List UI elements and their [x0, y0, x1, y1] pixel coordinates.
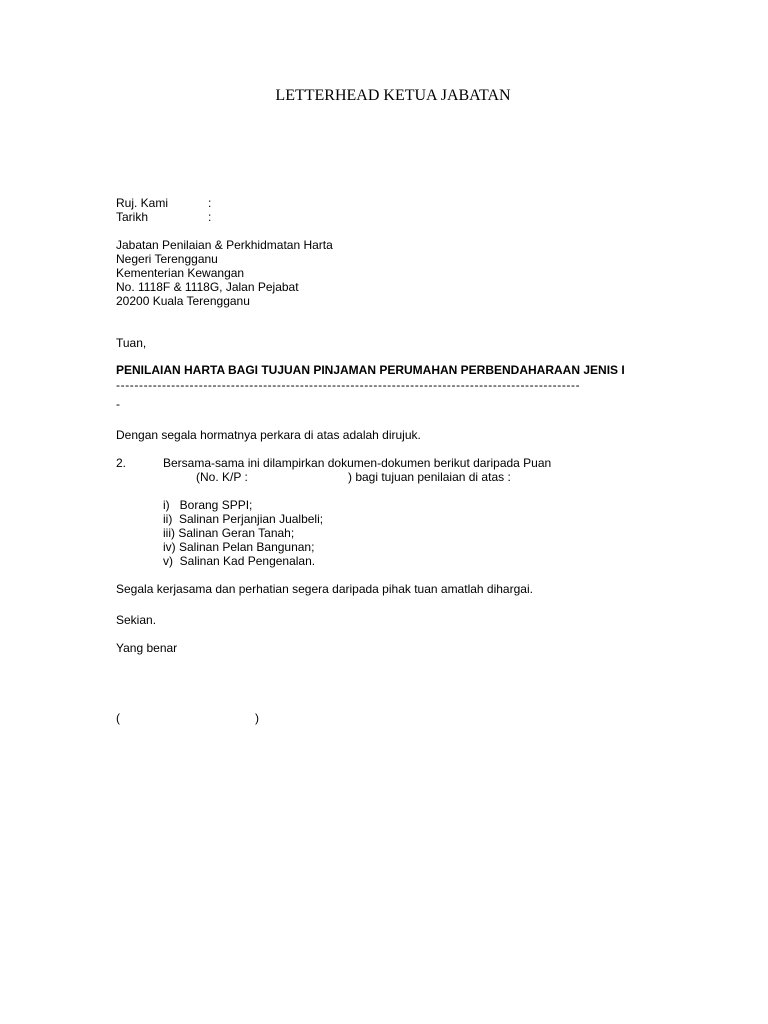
recipient-line: Negeri Terengganu: [116, 252, 218, 266]
recipient-line: Jabatan Penilaian & Perkhidmatan Harta: [116, 238, 333, 252]
recipient-line: No. 1118F & 1118G, Jalan Pejabat: [116, 280, 299, 294]
paragraph-2-line-1: Bersama-sama ini dilampirkan dokumen-dokumen berikut daripada Puan: [163, 456, 552, 470]
tarikh-label: Tarikh: [116, 210, 149, 224]
document-list-item: iv) Salinan Pelan Bangunan;: [163, 540, 315, 554]
signature-close-bracket: ): [255, 711, 259, 725]
salutation: Tuan,: [116, 336, 147, 350]
closing-sekian: Sekian.: [116, 613, 157, 627]
subject-heading: PENILAIAN HARTA BAGI TUJUAN PINJAMAN PERUMAHAN PERBENDAHARAAN JENIS I: [116, 363, 625, 377]
signature-open-bracket: (: [116, 711, 120, 725]
recipient-line: 20200 Kuala Terengganu: [116, 294, 250, 308]
paragraph-2-kp: (No. K/P :: [196, 470, 248, 484]
recipient-line: Kementerian Kewangan: [116, 266, 245, 280]
letterhead-title: LETTERHEAD KETUA JABATAN: [275, 87, 511, 104]
document-list-item: iii) Salinan Geran Tanah;: [163, 526, 295, 540]
closing-yang-benar: Yang benar: [116, 641, 178, 655]
subject-dash-tail: -: [116, 397, 120, 411]
document-list-item: i) Borang SPPI;: [163, 498, 253, 512]
subject-dash-line: -----------------------------------------------------------------------------------------------------: [116, 378, 581, 392]
paragraph-1: Dengan segala hormatnya perkara di atas adalah dirujuk.: [116, 428, 421, 442]
document-list-item: ii) Salinan Perjanjian Jualbeli;: [163, 512, 324, 526]
paragraph-3: Segala kerjasama dan perhatian segera daripada pihak tuan amatlah dihargai.: [116, 582, 533, 596]
document-list-item: v) Salinan Kad Pengenalan.: [163, 554, 316, 568]
ruj-kami-label: Ruj. Kami: [116, 196, 169, 210]
tarikh-colon: :: [208, 210, 212, 224]
ruj-kami-colon: :: [208, 196, 212, 210]
paragraph-2-line-2-end: ) bagi tujuan penilaian di atas :: [348, 470, 511, 484]
paragraph-2-number: 2.: [116, 456, 127, 470]
